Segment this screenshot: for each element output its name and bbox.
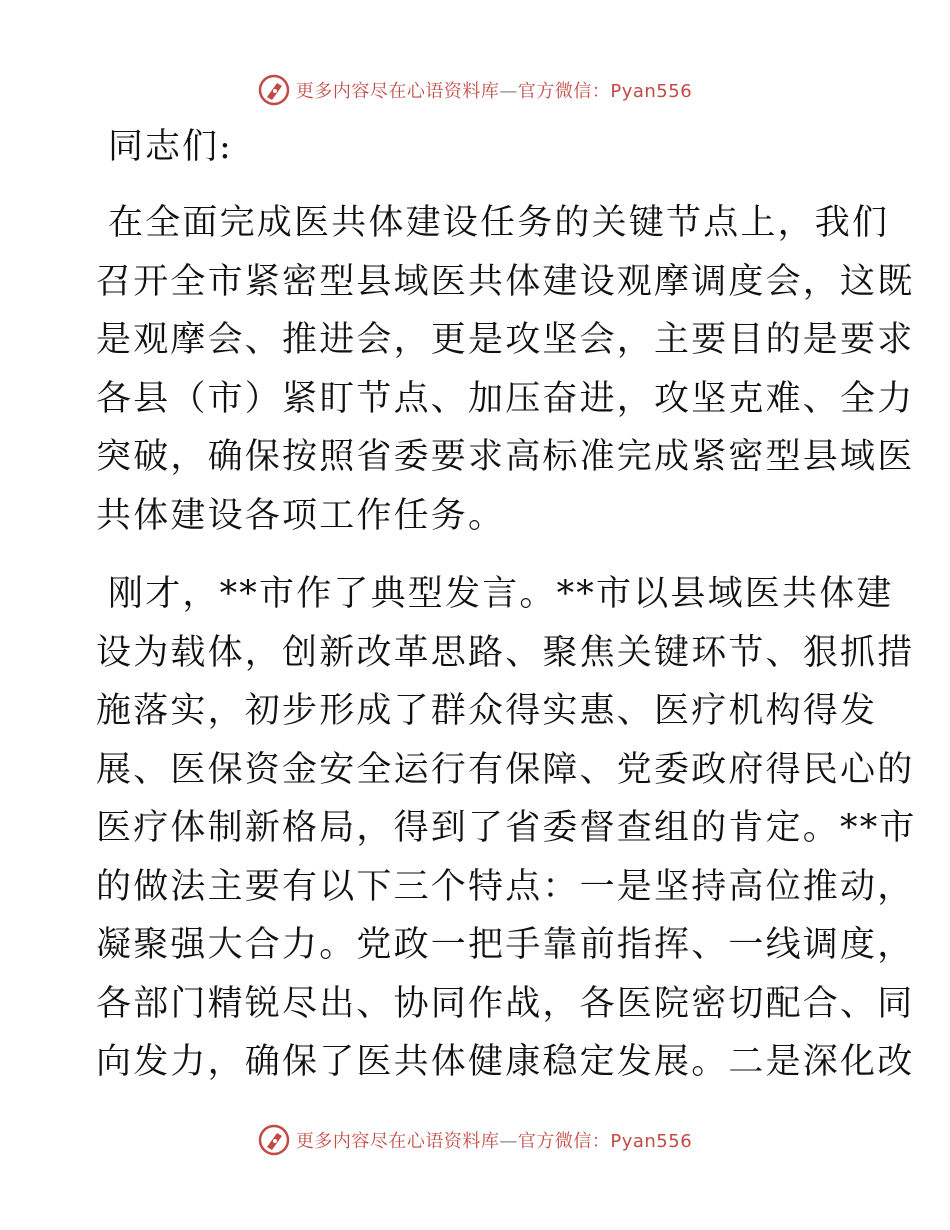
pen-nib-logo-icon [258,74,290,106]
paragraph-line: 凝聚强大合力。党政一把手靠前指挥、一线调度， [96,925,915,965]
paragraph-2 [96,565,917,1092]
paragraph-line: 突破，确保按照省委要求高标准完成紧密型县域医 [96,437,915,477]
paragraph-1 [96,194,915,545]
watermark-contact: 官方微信：Pyan556 [517,81,693,102]
paragraph-line: 医疗体制新格局，得到了省委督查组的肯定。**市 [96,808,917,848]
watermark-text: 更多内容尽在心语资料库 [295,1131,500,1152]
header-watermark [0,70,950,110]
watermark-text: 更多内容尽在心语资料库 [295,81,500,102]
paragraph-line: 刚才，**市作了典型发言。**市以县域医共体建 [108,574,894,614]
paragraph-line: 在全面完成医共体建设任务的关键节点上，我们 [108,203,890,243]
watermark-separator: — [499,1131,518,1152]
paragraph-line: 是观摩会、推进会，更是攻坚会，主要目的是要求 [96,320,915,360]
greeting: 同志们: [108,127,233,167]
paragraph-line: 向发力，确保了医共体健康稳定发展。二是深化改 [96,1042,915,1082]
pen-nib-logo-icon [258,1124,290,1156]
paragraph-line: 各部门精锐尽出、协同作战，各医院密切配合、同 [96,983,915,1024]
watermark-separator: — [499,81,518,102]
paragraph-line: 召开全市紧密型县域医共体建设观摩调度会，这既 [96,261,915,302]
document-body [96,118,917,1112]
paragraph-line: 设为载体，创新改革思路、聚焦关键环节、狠抓措 [96,632,915,673]
watermark-contact: 官方微信：Pyan556 [517,1131,693,1152]
paragraph-line: 各县（市）紧盯节点、加压奋进，攻坚克难、全力 [96,378,915,419]
footer-watermark [0,1120,950,1160]
paragraph-line: 共体建设各项工作任务。 [96,495,506,536]
paragraph-line: 展、医保资金安全运行有保障、党委政府得民心的 [96,749,915,790]
paragraph-line: 施落实，初步形成了群众得实惠、医疗机构得发 [96,691,878,731]
paragraph-line: 的做法主要有以下三个特点：一是坚持高位推动， [96,866,915,907]
